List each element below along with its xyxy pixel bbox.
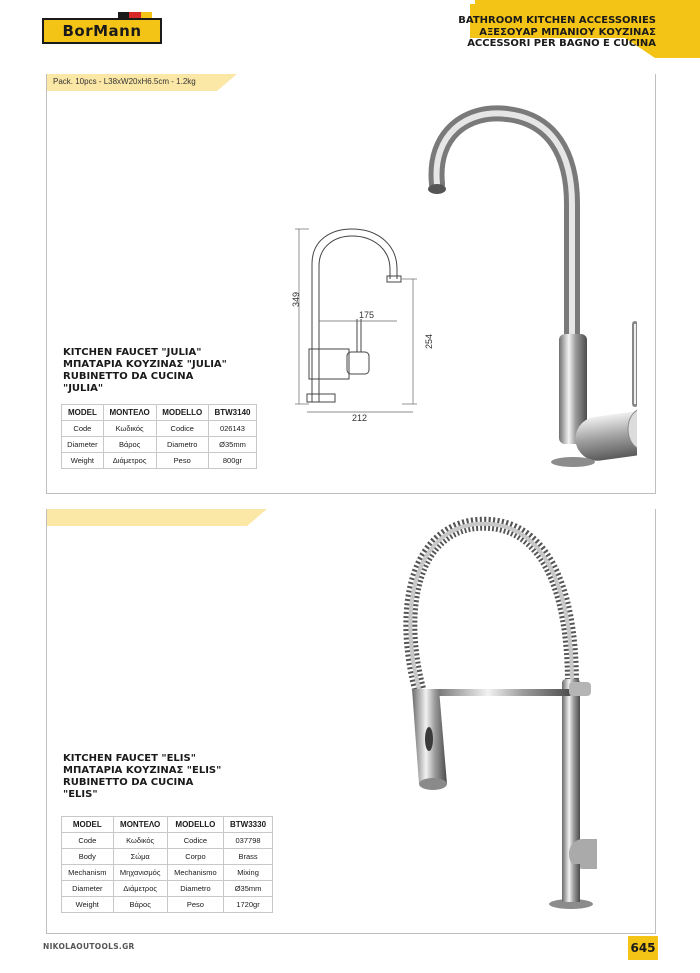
- faucet-elis-photo: [357, 484, 597, 914]
- dim-length: 212: [352, 413, 368, 423]
- table-cell: Code: [62, 833, 114, 849]
- table-row: [62, 849, 273, 865]
- brand-logo: [42, 18, 162, 44]
- table-cell: Διάμετρος: [103, 453, 156, 469]
- table-cell: Ø35mm: [208, 437, 256, 453]
- table-cell: Corpo: [167, 849, 223, 865]
- header-title-it: ACCESSORI PER BAGNO E CUCINA: [467, 38, 656, 49]
- table-header-cell: MODELLO: [167, 817, 223, 833]
- table-cell: Diametro: [156, 437, 208, 453]
- table-cell: Codice: [167, 833, 223, 849]
- title-line-name: "JULIA": [63, 383, 104, 394]
- title-line-it: RUBINETTO DA CUCINA: [63, 371, 194, 382]
- table-cell: Codice: [156, 421, 208, 437]
- table-cell: Μηχανισμός: [113, 865, 167, 881]
- table-cell: Κωδικός: [103, 421, 156, 437]
- table-cell: 1720gr: [224, 897, 273, 913]
- table-cell: Βάρος: [113, 897, 167, 913]
- table-cell: Peso: [167, 897, 223, 913]
- table-header-cell: ΜΟΝΤΕΛΟ: [103, 405, 156, 421]
- table-cell: Weight: [62, 453, 104, 469]
- table-cell: Brass: [224, 849, 273, 865]
- title-line-gr: ΜΠΑΤΑΡΙΑ ΚΟΥΖΙΝΑΣ "JULIA": [63, 359, 227, 370]
- table-cell: Weight: [62, 897, 114, 913]
- table-header-cell: BTW3330: [224, 817, 273, 833]
- dim-height: 349: [291, 291, 301, 307]
- brand-logo-text: BorMann: [62, 22, 142, 40]
- table-row: [62, 881, 273, 897]
- title-line-name: "ELIS": [63, 789, 98, 800]
- table-header-cell: ΜΟΝΤΕΛΟ: [113, 817, 167, 833]
- product-panel-elis: [46, 509, 656, 934]
- table-header-cell: MODEL: [62, 405, 104, 421]
- table-cell: Mixing: [224, 865, 273, 881]
- table-cell: Peso: [156, 453, 208, 469]
- table-cell: 026143: [208, 421, 256, 437]
- table-cell: Body: [62, 849, 114, 865]
- product-title-elis: [63, 753, 221, 801]
- table-cell: Βάρος: [103, 437, 156, 453]
- table-header-row: [62, 817, 273, 833]
- table-cell: Diametro: [167, 881, 223, 897]
- table-cell: Mechanismo: [167, 865, 223, 881]
- header-category-titles: [458, 15, 656, 50]
- table-cell: Code: [62, 421, 104, 437]
- table-cell: 037798: [224, 833, 273, 849]
- title-line-gr: ΜΠΑΤΑΡΙΑ ΚΟΥΖΙΝΑΣ "ELIS": [63, 765, 222, 776]
- pack-label: Pack. 10pcs - L38xW20xH6.5cm - 1.2kg: [53, 77, 196, 86]
- title-line-it: RUBINETTO DA CUCINA: [63, 777, 194, 788]
- dim-reach: 175: [359, 310, 375, 320]
- table-header-cell: MODEL: [62, 817, 114, 833]
- spec-table-julia: [61, 404, 257, 469]
- brand-flag: [118, 12, 152, 18]
- table-cell: Diameter: [62, 881, 114, 897]
- table-row: [62, 833, 273, 849]
- table-row: [62, 897, 273, 913]
- table-header-cell: MODELLO: [156, 405, 208, 421]
- dimension-labels: [267, 289, 477, 429]
- table-cell: 800gr: [208, 453, 256, 469]
- table-row: [62, 453, 257, 469]
- title-line-en: KITCHEN FAUCET "ELIS": [63, 753, 196, 764]
- table-cell: Diameter: [62, 437, 104, 453]
- header-title-en: BATHROOM KITCHEN ACCESSORIES: [458, 15, 656, 26]
- table-header-row: [62, 405, 257, 421]
- page-number: 645: [628, 936, 658, 960]
- table-cell: Διάμετρος: [113, 881, 167, 897]
- title-line-en: KITCHEN FAUCET "JULIA": [63, 347, 202, 358]
- table-cell: Mechanism: [62, 865, 114, 881]
- product-panel-julia: [46, 74, 656, 494]
- spec-table-elis: [61, 816, 273, 913]
- table-row: [62, 865, 273, 881]
- table-row: [62, 437, 257, 453]
- dim-spout-height: 254: [424, 333, 434, 349]
- table-cell: Σώμα: [113, 849, 167, 865]
- table-header-cell: BTW3140: [208, 405, 256, 421]
- pack-tab: [47, 509, 267, 526]
- header-title-gr: ΑΞΕΣΟΥΑΡ ΜΠΑΝΙΟΥ ΚΟΥΖΙΝΑΣ: [479, 26, 656, 38]
- table-row: [62, 421, 257, 437]
- table-cell: Κωδικός: [113, 833, 167, 849]
- product-title-julia: [63, 347, 227, 395]
- footer-website-link[interactable]: NIKOLAOUTOOLS.GR: [43, 942, 135, 951]
- table-cell: Ø35mm: [224, 881, 273, 897]
